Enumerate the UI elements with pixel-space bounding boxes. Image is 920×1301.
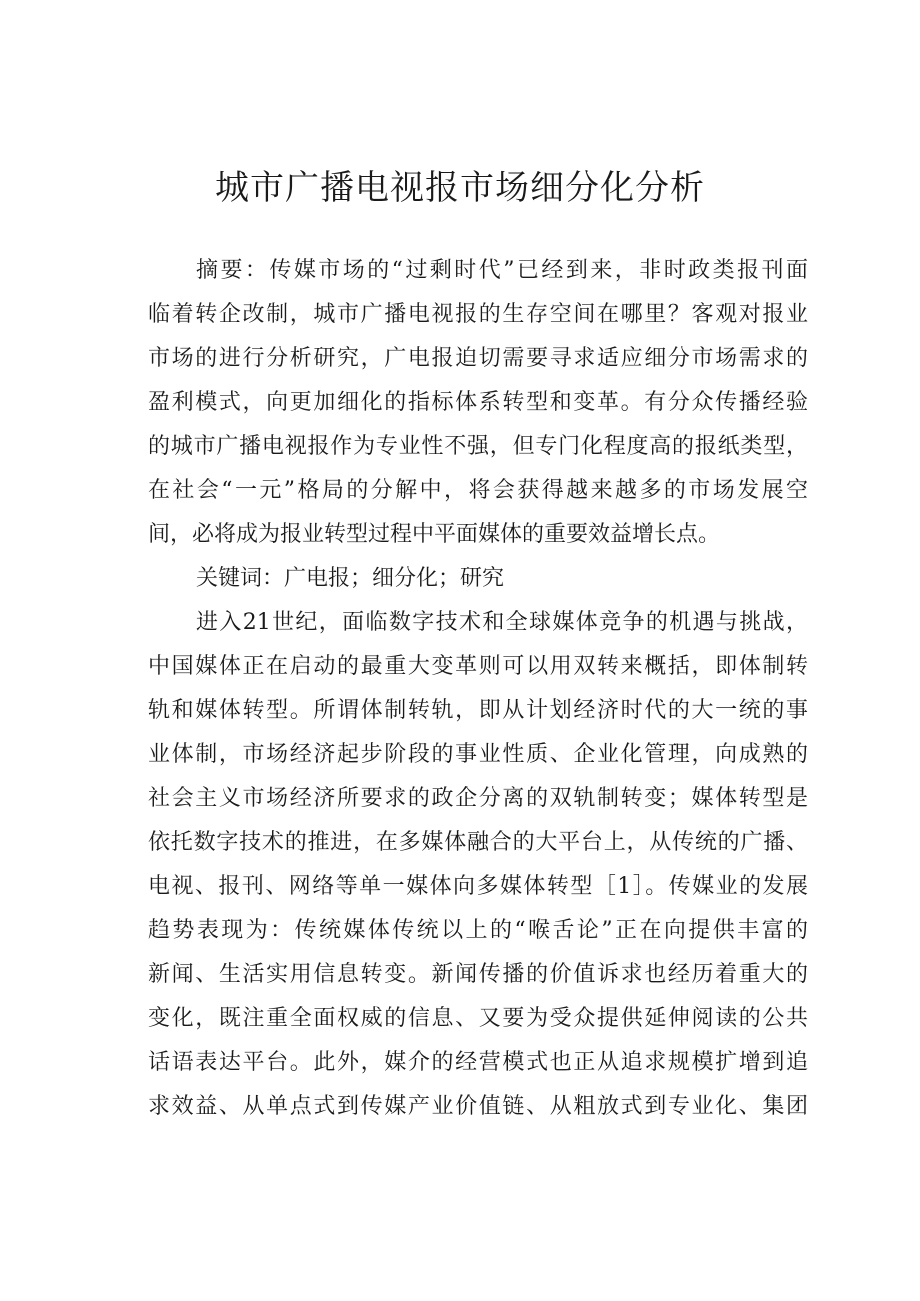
abstract-line-1: 摘要：传媒市场的“过剩时代”已经到来，非时政类报刊面: [196, 258, 808, 283]
abstract-line-3: 市场的进行分析研究，广电报迫切需要寻求适应细分市场需求的: [148, 346, 808, 371]
body-line-2: 中国媒体正在启动的最重大变革则可以用双转来概括，即体制转: [148, 654, 808, 679]
keywords-line: 关键词：广电报；细分化；研究: [196, 566, 505, 591]
body-line-9: 新闻、生活实用信息转变。新闻传播的价值诉求也经历着重大的: [148, 962, 808, 987]
abstract-line-4: 盈利模式，向更加细化的指标体系转型和变革。有分众传播经验: [148, 390, 808, 415]
body-line-1: 进入21世纪，面临数字技术和全球媒体竞争的机遇与挑战，: [196, 610, 808, 635]
body-line-5: 社会主义市场经济所要求的政企分离的双轨制转变；媒体转型是: [148, 786, 808, 811]
body-line-10: 变化，既注重全面权威的信息、又要为受众提供延伸阅读的公共: [148, 1006, 808, 1031]
body-line-8: 趋势表现为：传统媒体传统以上的“喉舌论”正在向提供丰富的: [148, 918, 808, 943]
body-line-3: 轨和媒体转型。所谓体制转轨，即从计划经济时代的大一统的事: [148, 698, 808, 723]
abstract-line-2: 临着转企改制，城市广播电视报的生存空间在哪里？客观对报业: [148, 302, 808, 327]
document-title: 城市广播电视报市场细分化分析: [215, 168, 705, 208]
body-line-12: 求效益、从单点式到传媒产业价值链、从粗放式到专业化、集团: [148, 1094, 808, 1119]
body-line-7: 电视、报刊、网络等单一媒体向多媒体转型［1］。传媒业的发展: [148, 874, 808, 899]
body-line-11: 话语表达平台。此外，媒介的经营模式也正从追求规模扩增到追: [148, 1050, 808, 1075]
abstract-line-5: 的城市广播电视报作为专业性不强，但专门化程度高的报纸类型，: [148, 434, 808, 459]
abstract-line-6: 在社会“一元”格局的分解中，将会获得越来越多的市场发展空: [148, 478, 808, 503]
abstract-line-7: 间，必将成为报业转型过程中平面媒体的重要效益增长点。: [148, 522, 721, 547]
body-line-4: 业体制，市场经济起步阶段的事业性质、企业化管理，向成熟的: [148, 742, 808, 767]
body-line-6: 依托数字技术的推进，在多媒体融合的大平台上，从传统的广播、: [148, 830, 808, 855]
